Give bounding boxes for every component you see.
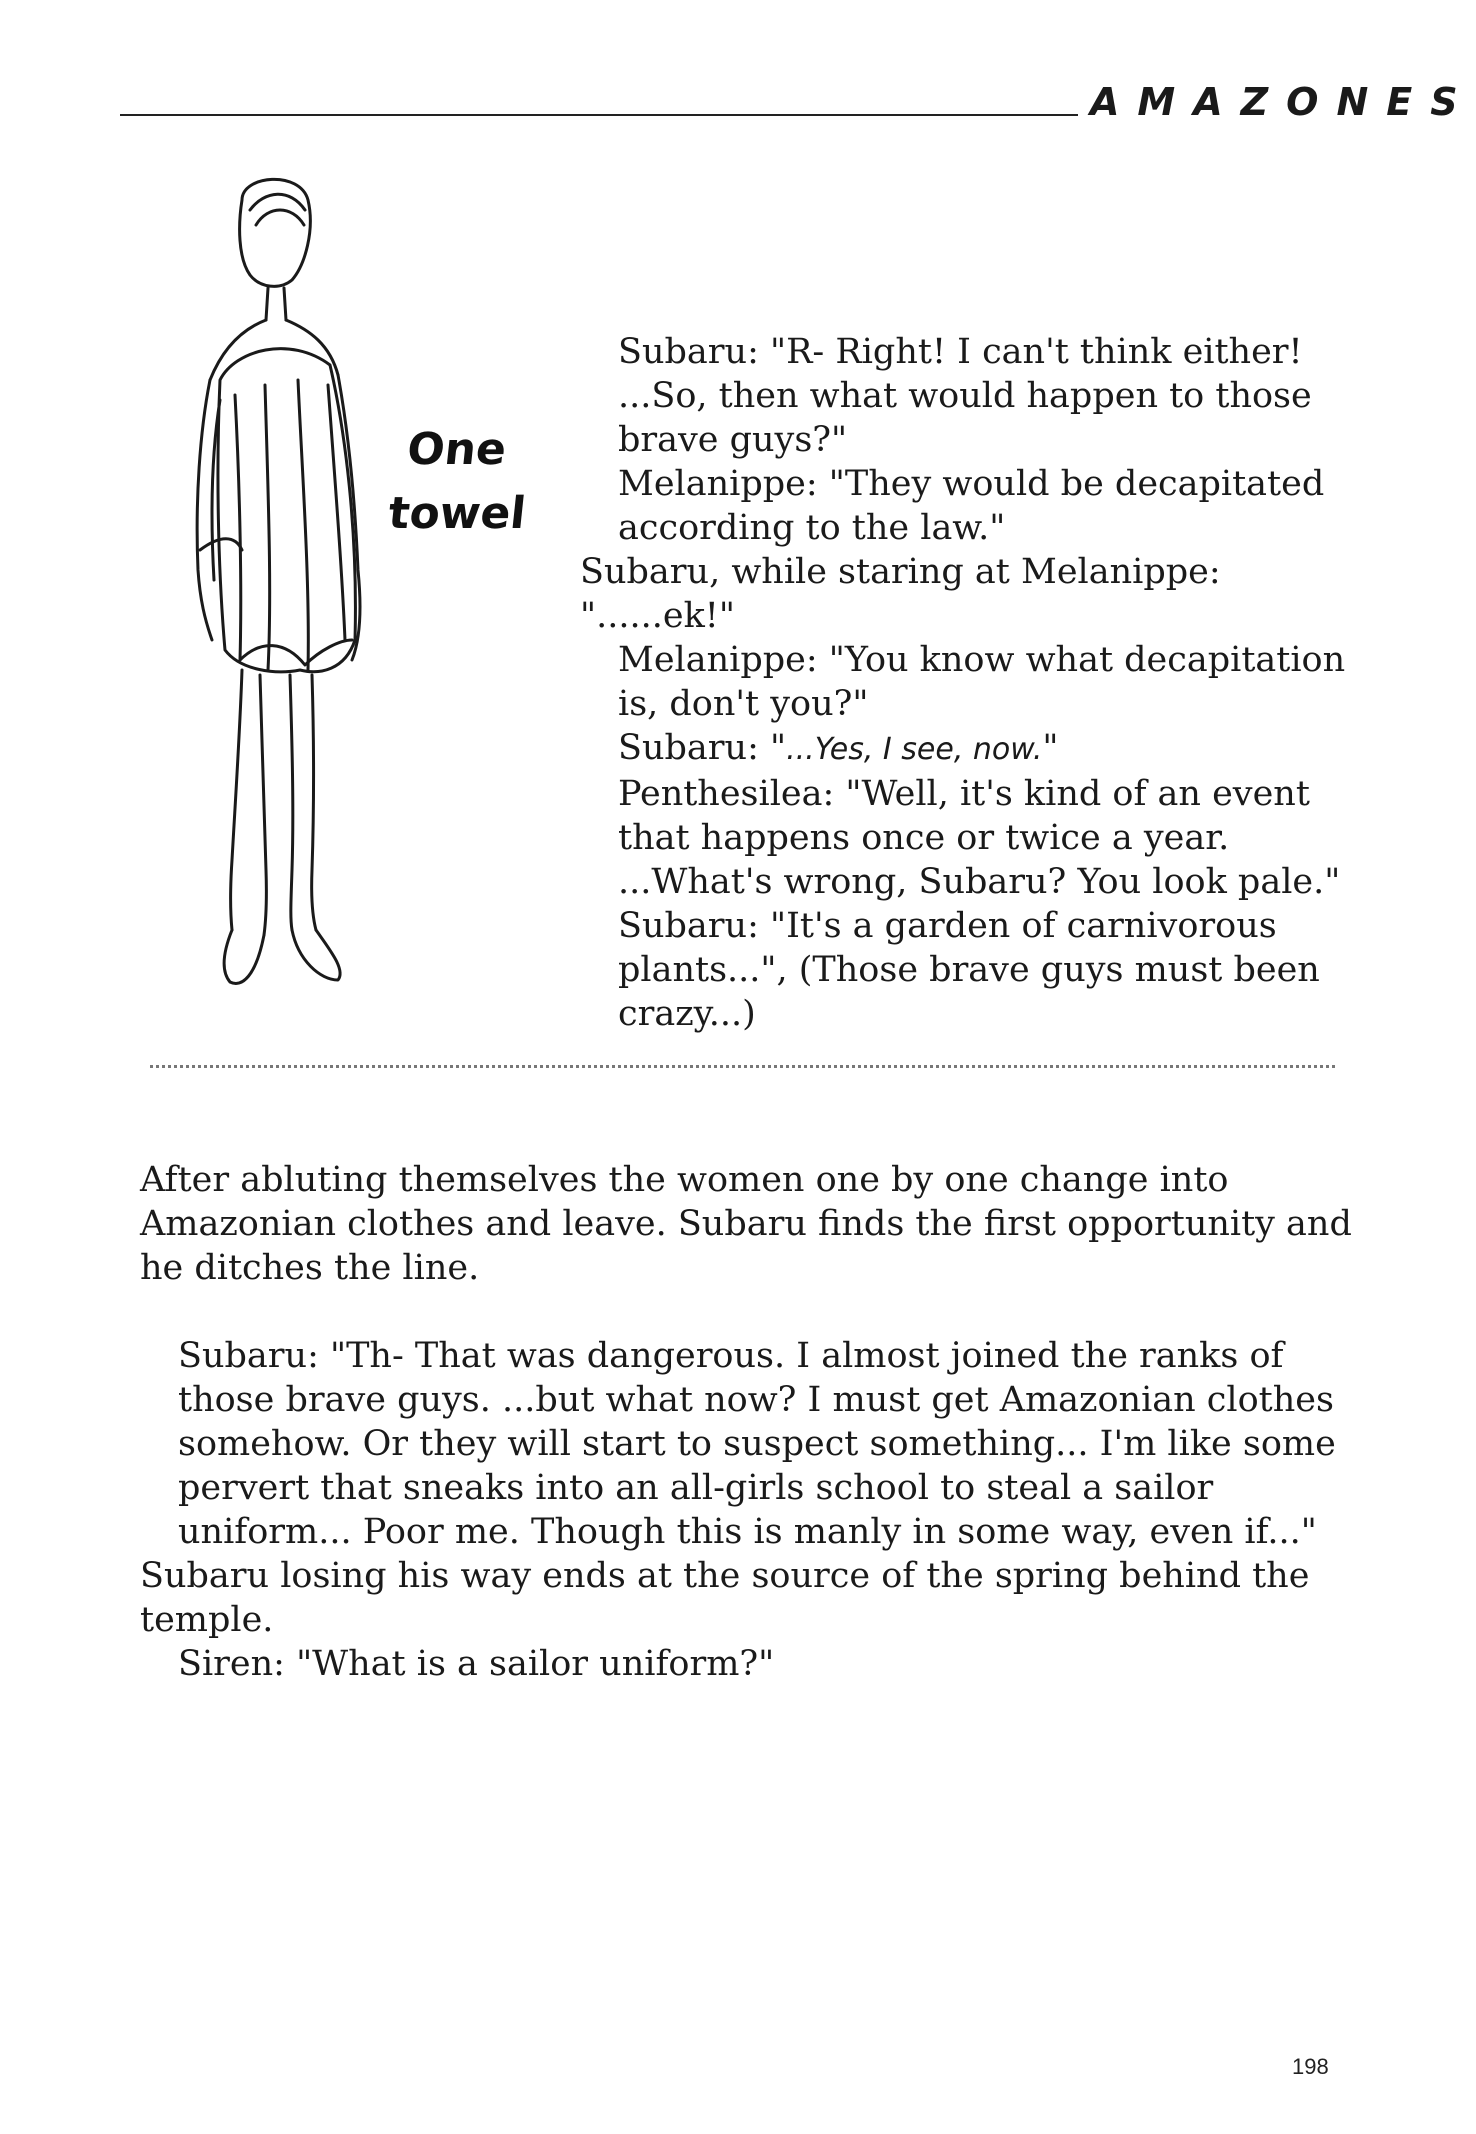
figure-label: [385, 418, 538, 546]
narrative-paragraph: After abluting themselves the women one by one change into Amazonian clothes and leave. Subaru finds the first opportunity and he ditches the line.: [140, 1160, 1352, 1288]
chapter-title: AMAZONES: [1090, 80, 1476, 124]
figure-drawing: [180, 170, 380, 1020]
dialogue-italic: ...Yes, I see, now.: [786, 732, 1043, 767]
header-rule: [120, 114, 1078, 116]
page-number: 198: [1292, 2054, 1329, 2079]
narrative-paragraph: Subaru losing his way ends at the source of the spring behind the temple.: [140, 1556, 1310, 1640]
dialogue-close: ": [1042, 728, 1059, 768]
dialogue-line: Subaru, while staring at Melanippe: "......ek!": [580, 552, 1221, 636]
narrative-paragraph: Siren: "What is a sailor uniform?": [178, 1644, 775, 1684]
dialogue-line: Subaru: "R- Right! I can't think either! ...So, then what would happen to those brave guys?": [618, 332, 1312, 460]
dialogue-speaker: Subaru: ": [618, 728, 787, 768]
dialogue-line: Melanippe: "They would be decapitated according to the law.": [618, 464, 1325, 548]
narrative-block: [140, 1158, 1390, 1686]
narrative-paragraph: Subaru: "Th- That was dangerous. I almost joined the ranks of those brave guys. ...but what now? I must get Amazonian clothes somehow. Or they will start to suspect something... I'm like some pervert that sneaks into an all-girls school to steal a sailor uniform... Poor me. Though this is manly in some way, even if...": [178, 1336, 1336, 1552]
dialogue-block: [580, 330, 1380, 1036]
dialogue-line: [580, 726, 1380, 772]
paragraph-gap: [140, 1290, 1390, 1334]
dialogue-line: Subaru: "It's a garden of carnivorous plants...", (Those brave guys must been crazy...): [618, 906, 1320, 1034]
figure-label-line2: towel: [386, 488, 529, 539]
dialogue-line: Penthesilea: "Well, it's kind of an event that happens once or twice a year. ...What's wrong, Subaru? You look pale.": [618, 774, 1341, 902]
dialogue-line: Melanippe: "You know what decapitation is, don't you?": [618, 640, 1346, 724]
figure-label-line1: One: [404, 424, 509, 475]
dotted-divider: [150, 1065, 1335, 1068]
